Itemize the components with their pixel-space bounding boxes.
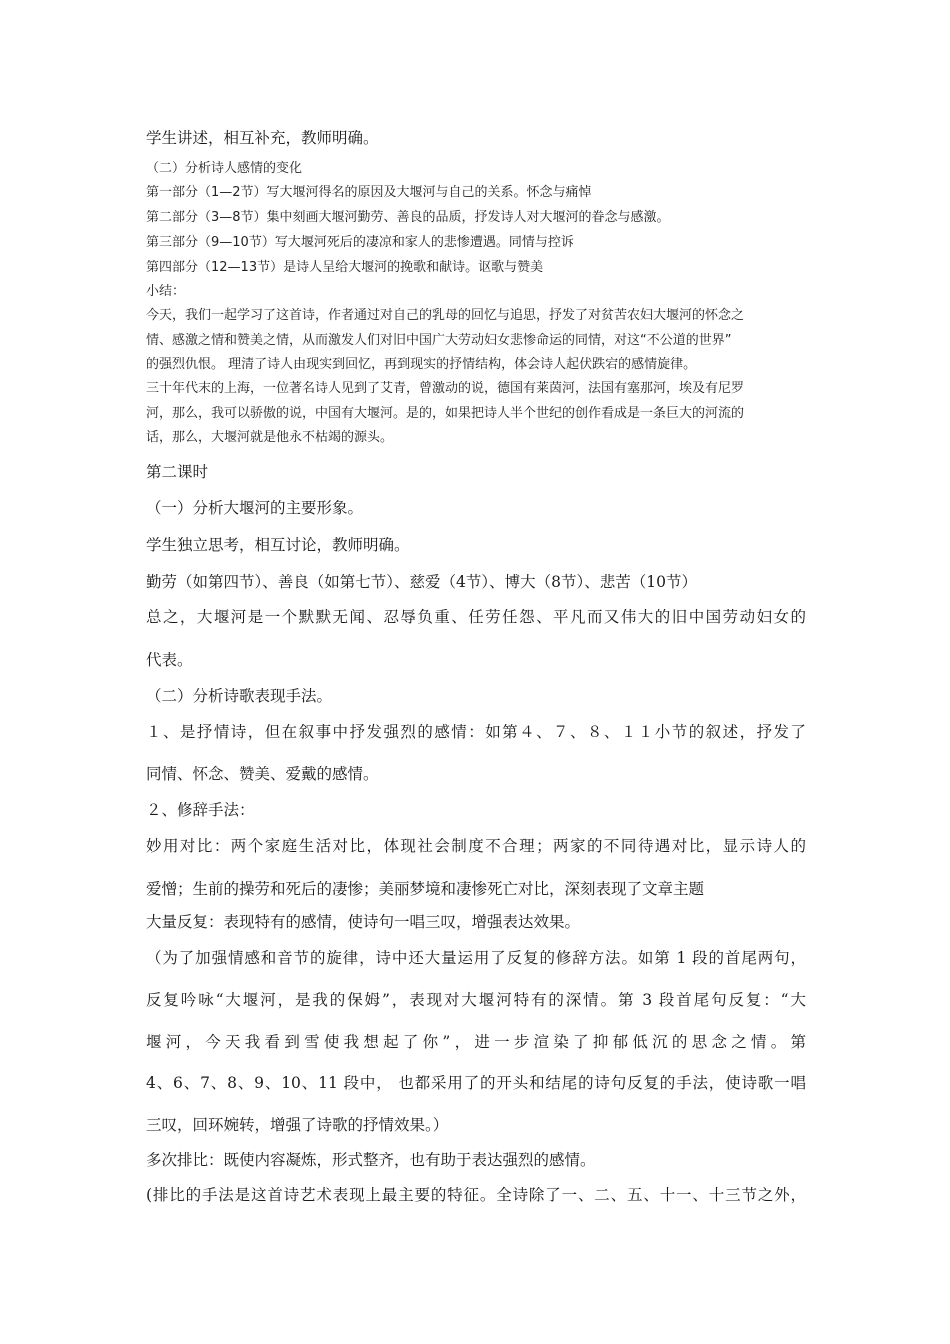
- text-line: 总之，大堰河是一个默默无闻、忍辱负重、任劳任怨、平凡而又伟大的旧中国劳动妇女的: [146, 608, 806, 626]
- summary-label: 小结：: [146, 284, 186, 299]
- text-line: 爱憎；生前的操劳和死后的凄惨；美丽梦境和凄惨死亡对比，深刻表现了文章主题: [146, 880, 705, 898]
- text-line: 大量反复：表现特有的感情，使诗句一唱三叹，增强表达效果。: [146, 913, 581, 931]
- scan-line: 第四部分（12—13节）是诗人呈给大堰河的挽歌和献诗。讴歌与赞美: [146, 260, 544, 275]
- text-line: 反复吟咏“大堰河，是我的保姆”，表现对大堰河特有的深情。第 3 段首尾句反复：“大: [146, 991, 806, 1009]
- scan-line: 话，那么，大堰河就是他永不枯竭的源头。: [146, 430, 394, 445]
- text-line: 学生独立思考，相互讨论，教师明确。: [146, 536, 410, 554]
- scan-line: 第三部分（9—10节）写大堰河死后的凄凉和家人的悲惨遭遇。同情与控诉: [146, 235, 574, 250]
- text-line: （为了加强情感和音节的旋律，诗中还大量运用了反复的修辞方法。如第 1 段的首尾两句，: [146, 949, 806, 967]
- section-heading: （一）分析大堰河的主要形象。: [146, 499, 364, 517]
- text-line: 代表。: [146, 651, 193, 669]
- scan-line: 的强烈仇恨。 理清了诗人由现实到回忆，再到现实的抒情结构，体会诗人起伏跌宕的感情旋律。: [146, 357, 697, 372]
- text-line: 堰河，今天我看到雪使我想起了你”，进一步渲染了抑郁低沉的思念之情。第: [146, 1033, 806, 1051]
- scan-line: 第一部分（1—2节）写大堰河得名的原因及大堰河与自己的关系。怀念与痛悼: [146, 185, 592, 200]
- text-line: １、是抒情诗，但在叙事中抒发强烈的感情：如第４、７、８、１１小节的叙述，抒发了: [146, 723, 806, 741]
- scan-line: 情、感激之情和赞美之情，从而激发人们对旧中国广大劳动妇女悲惨命运的同情，对这“不公道的世界”: [146, 333, 732, 348]
- section-heading: （二）分析诗歌表现手法。: [146, 687, 333, 705]
- text-line: 学生讲述，相互补充，教师明确。: [146, 129, 379, 147]
- text-line: 妙用对比：两个家庭生活对比，体现社会制度不合理；两家的不同待遇对比，显示诗人的: [146, 837, 806, 855]
- scan-line: 三十年代末的上海，一位著名诗人见到了艾青，曾激动的说，德国有莱茵河，法国有塞那河，埃及有尼罗: [146, 381, 745, 396]
- text-line: 多次排比：既使内容凝炼，形式整齐，也有助于表达强烈的感情。: [146, 1151, 596, 1169]
- text-line: (排比的手法是这首诗艺术表现上最主要的特征。全诗除了一、二、五、十一、十三节之外，: [146, 1186, 806, 1204]
- text-line: ２、修辞手法：: [146, 801, 255, 819]
- scan-line: 河，那么，我可以骄傲的说，中国有大堰河。是的，如果把诗人半个世纪的创作看成是一条巨大的河流的: [146, 406, 745, 421]
- text-line: 勤劳（如第四节）、善良（如第七节）、慈爱（4节）、博大（8节）、悲苦（10节）: [146, 573, 697, 591]
- scan-line: 今天，我们一起学习了这首诗，作者通过对自己的乳母的回忆与追思，抒发了对贫苦农妇大堰河的怀念之: [146, 308, 745, 323]
- section-heading: （二）分析诗人感情的变化: [146, 161, 303, 176]
- section-heading: 第二课时: [146, 463, 209, 481]
- text-line: 同情、怀念、赞美、爱戴的感情。: [146, 765, 379, 783]
- text-line: 三叹，回环婉转，增强了诗歌的抒情效果。）: [146, 1116, 449, 1134]
- scan-line: 第二部分（3—8节）集中刻画大堰河勤劳、善良的品质，抒发诗人对大堰河的眷念与感激。: [146, 210, 670, 225]
- text-line: 4、6、7、8、9、10、11 段中， 也都采用了的开头和结尾的诗句反复的手法，使诗歌一唱: [146, 1074, 806, 1092]
